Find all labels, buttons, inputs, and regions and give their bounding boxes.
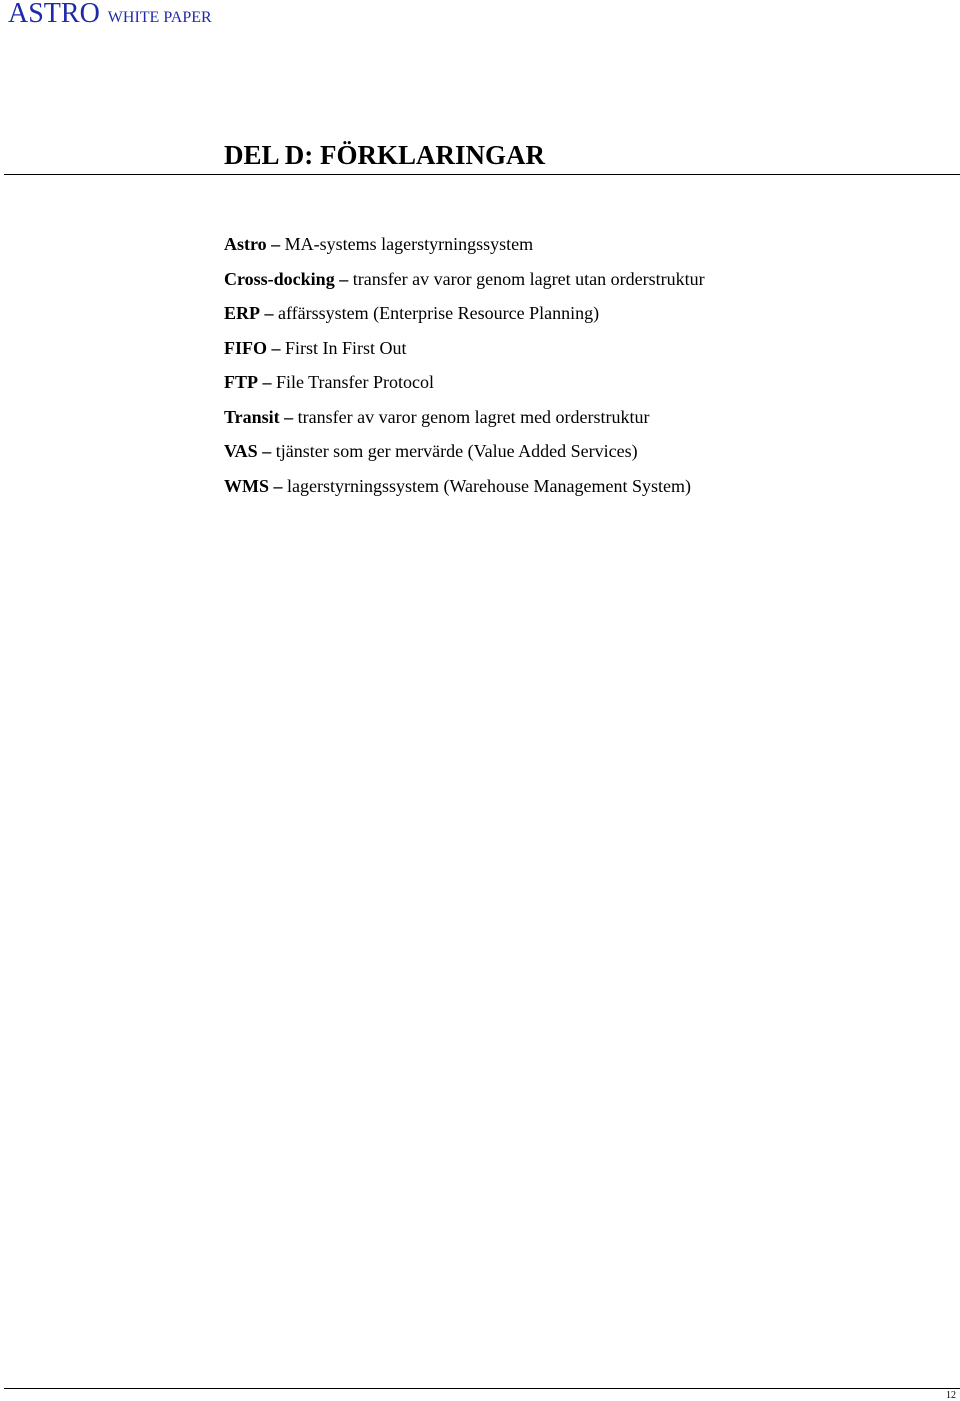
glossary-definition: MA-systems lagerstyrningssystem [284, 234, 534, 254]
glossary-item [224, 475, 705, 510]
glossary-list [224, 233, 705, 509]
glossary-item [224, 440, 705, 475]
section-title: DEL D: FÖRKLARINGAR [224, 140, 546, 170]
glossary-dash: – [273, 475, 283, 496]
title-divider [4, 174, 960, 175]
glossary-dash: – [339, 268, 349, 289]
glossary-definition: affärssystem (Enterprise Resource Planning) [278, 303, 600, 323]
glossary-item [224, 337, 705, 372]
glossary-term: Astro [224, 234, 267, 254]
glossary-definition: transfer av varor genom lagret utan orderstruktur [352, 268, 705, 289]
glossary-term: WMS [224, 475, 269, 496]
glossary-dash: – [262, 372, 272, 392]
glossary-dash: – [271, 337, 281, 358]
glossary-term: Cross-docking [224, 268, 335, 289]
glossary-item [224, 302, 705, 337]
footer-divider [4, 1388, 960, 1389]
glossary-term: Transit [224, 406, 280, 427]
glossary-item [224, 268, 705, 303]
glossary-definition: tjänster som ger mervärde (Value Added Services) [275, 441, 638, 461]
document-header [8, 0, 212, 28]
glossary-term: ERP [224, 303, 260, 323]
glossary-definition: File Transfer Protocol [276, 372, 435, 392]
glossary-item [224, 406, 705, 441]
glossary-definition: transfer av varor genom lagret med orderstruktur [297, 406, 650, 427]
document-type: WHITE PAPER [107, 9, 212, 26]
glossary-definition: First In First Out [285, 337, 407, 358]
glossary-term: VAS [224, 441, 258, 461]
glossary-item [224, 233, 705, 268]
glossary-dash: – [264, 303, 274, 323]
glossary-term: FTP [224, 372, 258, 392]
glossary-item [224, 371, 705, 406]
glossary-dash: – [271, 234, 281, 254]
brand-name: ASTRO [8, 0, 100, 29]
glossary-term: FIFO [224, 337, 267, 358]
page-number: 12 [946, 1390, 956, 1401]
glossary-dash: – [262, 441, 272, 461]
glossary-definition: lagerstyrningssystem (Warehouse Management System) [287, 475, 691, 496]
glossary-dash: – [284, 406, 294, 427]
